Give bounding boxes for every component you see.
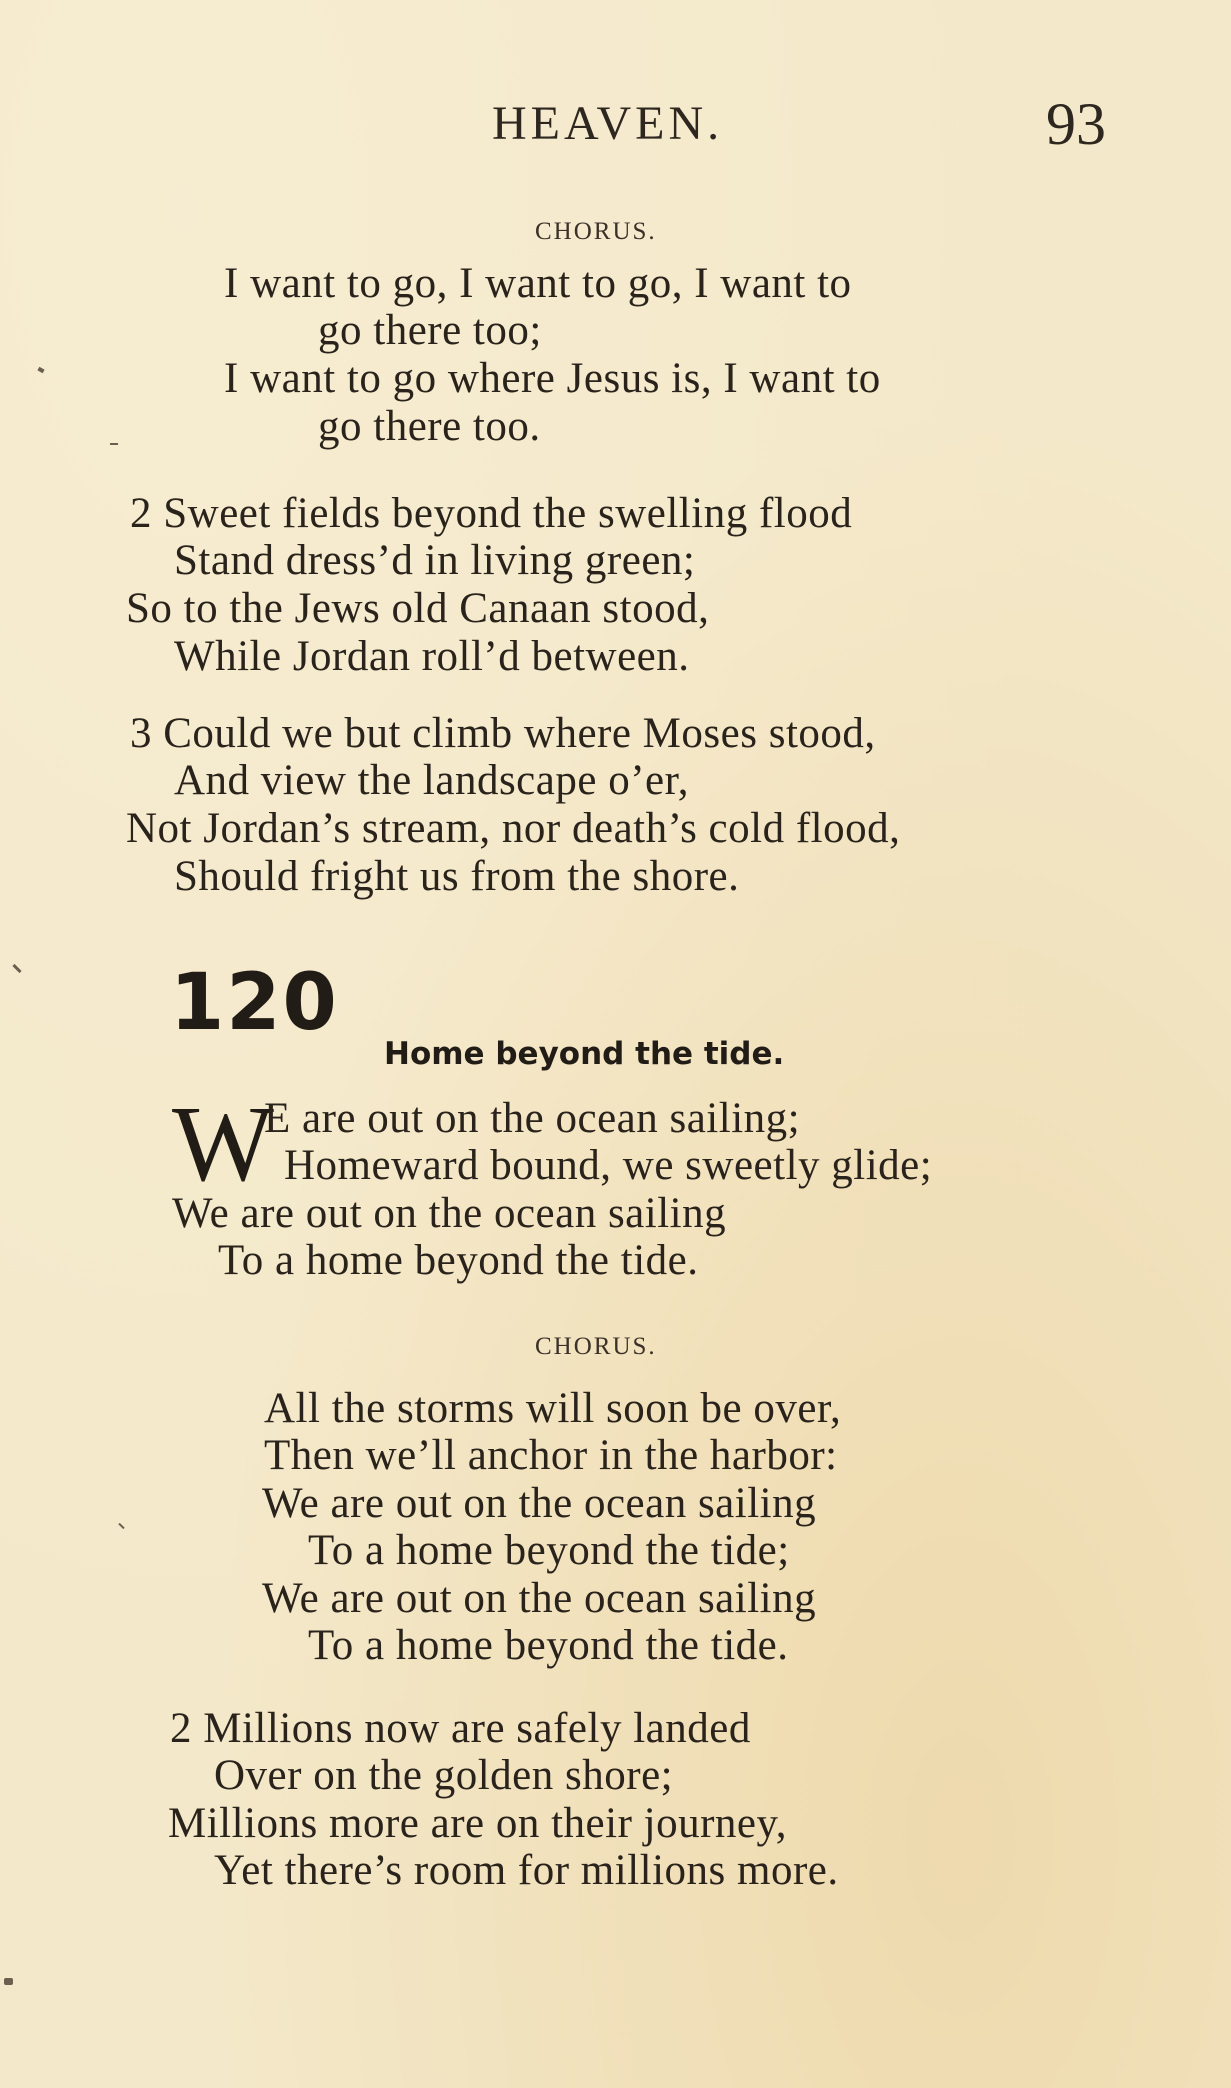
print-speck — [4, 1978, 13, 1985]
chorus-line: To a home beyond the tide. — [308, 1622, 789, 1669]
chorus-line: We are out on the ocean sailing — [262, 1480, 817, 1527]
verse-line: Over on the golden shore; — [214, 1752, 674, 1799]
verse-line: Not Jordan’s stream, nor death’s cold flood, — [126, 805, 901, 852]
verse-line: To a home beyond the tide. — [218, 1237, 699, 1284]
chorus-line: go there too; — [318, 307, 542, 354]
verse-line: While Jordan roll’d between. — [174, 633, 690, 680]
verse-line: Millions more are on their journey, — [168, 1800, 787, 1847]
print-speck — [12, 964, 21, 973]
verse-line: 2 Millions now are safely landed — [170, 1705, 751, 1752]
print-speck — [110, 443, 118, 445]
drop-cap: W — [172, 1085, 274, 1204]
chorus-line: go there too. — [318, 403, 541, 450]
chorus-line: I want to go, I want to go, I want to — [224, 260, 852, 307]
verse-line: Stand dress’d in living green; — [174, 537, 696, 584]
verse-line: Homeward bound, we sweetly glide; — [284, 1142, 933, 1189]
verse-line: Yet there’s room for millions more. — [214, 1847, 839, 1894]
page-number: 93 — [1046, 91, 1106, 157]
chorus-label: CHORUS. — [535, 218, 657, 245]
verse-line: So to the Jews old Canaan stood, — [126, 585, 710, 632]
hymn-number: 120 — [170, 958, 339, 1048]
verse-line: We are out on the ocean sailing — [172, 1190, 727, 1237]
print-speck — [37, 367, 44, 373]
verse-line: And view the landscape o’er, — [174, 757, 689, 804]
print-speck — [118, 1523, 124, 1529]
chorus-line: I want to go where Jesus is, I want to — [224, 355, 881, 402]
chorus-line: Then we’ll anchor in the harbor: — [264, 1432, 838, 1479]
chorus-line: We are out on the ocean sailing — [262, 1575, 817, 1622]
chorus-line: To a home beyond the tide; — [308, 1527, 790, 1574]
chorus-label: CHORUS. — [535, 1333, 657, 1360]
running-title: HEAVEN. — [492, 97, 724, 150]
verse-line: 2 Sweet fields beyond the swelling flood — [130, 490, 853, 537]
verse-line: 3 Could we but climb where Moses stood, — [130, 710, 876, 757]
verse-line: Should fright us from the shore. — [174, 853, 740, 900]
chorus-line: All the storms will soon be over, — [264, 1385, 842, 1432]
hymn-title: Home beyond the tide. — [384, 1036, 785, 1072]
verse-line: E are out on the ocean sailing; — [264, 1095, 801, 1142]
